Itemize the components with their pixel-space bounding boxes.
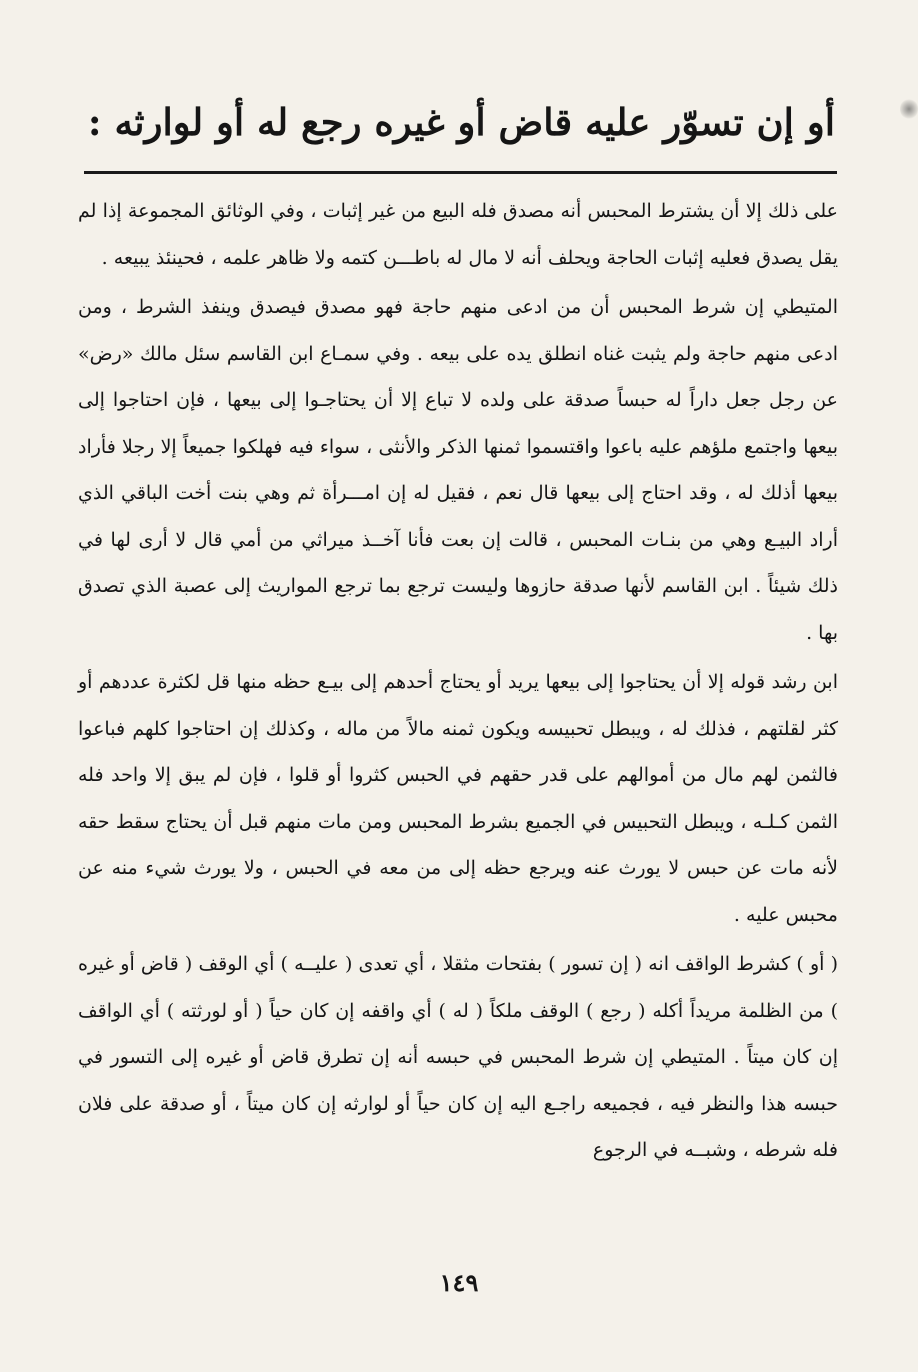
paragraph-1: على ذلك إلا أن يشترط المحبس أنه مصدق فله البيع من غير إثبات ، وفي الوثائق المجموعة إذا لم يقل يصدق فعليه إثبات الحاجة ويحلف أنه لا مال له باطـــن كتمه ولا ظاهر علمه ، فحينئذ يبيعه . xyxy=(78,200,838,269)
paragraph-4: ( أو ) كشرط الواقف انه ( إن تسور ) بفتحات مثقلا ، أي تعدى ( عليــه ) أي الوقف ( قاض أو غيره ) من الظلمة مريداً أكله ( رجع ) الوقف ملكاً ( له ) أي واقفه إن كان حياً ( أو لورثته ) أي الواقف إن كان ميتاً . المتيطي إن شرط المحبس في حبسه أنه إن تطرق قاض أو غيره إلى التسور في حبسه هذا والنظر فيه ، فجميعه راجـع اليه إن كان حياً أو لوارثه إن كان ميتاً ، أو صدقة على فلان فله شرطه ، وشبــه في الرجوع xyxy=(78,953,838,1161)
paragraph-2: المتيطي إن شرط المحبس أن من ادعى منهم حاجة فهو مصدق فيصدق وينفذ الشرط ، ومن ادعى منهم حاجة ولم يثبت غناه انطلق يده على بيعه . وفي سمـاع ابن القاسم سئل مالك «رض» عن رجل جعل داراً له حبساً صدقة على ولده لا تباع إلا أن يحتاجـوا إلى بيعها ، فإن احتاجوا إلى بيعها واجتمع ملؤهم عليه باعوا واقتسموا ثمنها الذكر والأنثى ، سواء فيه فهلكوا جميعاً إلا رجلا فأراد بيعها أذلك له ، وقد احتاج إلى بيعها قال نعم ، فقيل له إن امـــرأة ثم وهي بنت أخت الباقي الذي أراد البيـع وهي من بنـات المحبس ، قالت إن بعت فأنا آخــذ ميراثي من أمي قال لا أرى لها في ذلك شيئاً . ابن القاسم لأنها صدقة حازوها وليست ترجع بما ترجع المواريث إلى عصبة الذي تصدق بها . xyxy=(78,296,838,644)
header-rule xyxy=(84,171,837,174)
body-text xyxy=(78,188,838,1174)
scan-speck xyxy=(900,98,918,120)
paragraph-3: ابن رشد قوله إلا أن يحتاجوا إلى بيعها يريد أو يحتاج أحدهم إلى بيـع حظه منها قل لكثرة عددهم أو كثر لقلتهم ، فذلك له ، ويبطل تحبيسه ويكون ثمنه مالاً من ماله ، وكذلك إن احتاجوا كلهم فباعوا فالثمن لهم مال من أموالهم على قدر حقهم في الحبس كثروا أو قلوا ، فإن لم يبق إلا واحد فله الثمن كـلـه ، ويبطل التحبيس في الجميع بشرط المحبس ومن مات منهم قبل أن يحتاج سقط حقه لأنه مات عن حبس لا يورث عنه ويرجع حظه إلى من معه في الحبس ، ولا يورث شيء منه عن محبس عليه . xyxy=(78,671,838,926)
page-number: ١٤٩ xyxy=(439,1268,479,1297)
page-header-title: أو إن تسوّر عليه قاض أو غيره رجع له أو لوارثه : xyxy=(87,100,835,144)
